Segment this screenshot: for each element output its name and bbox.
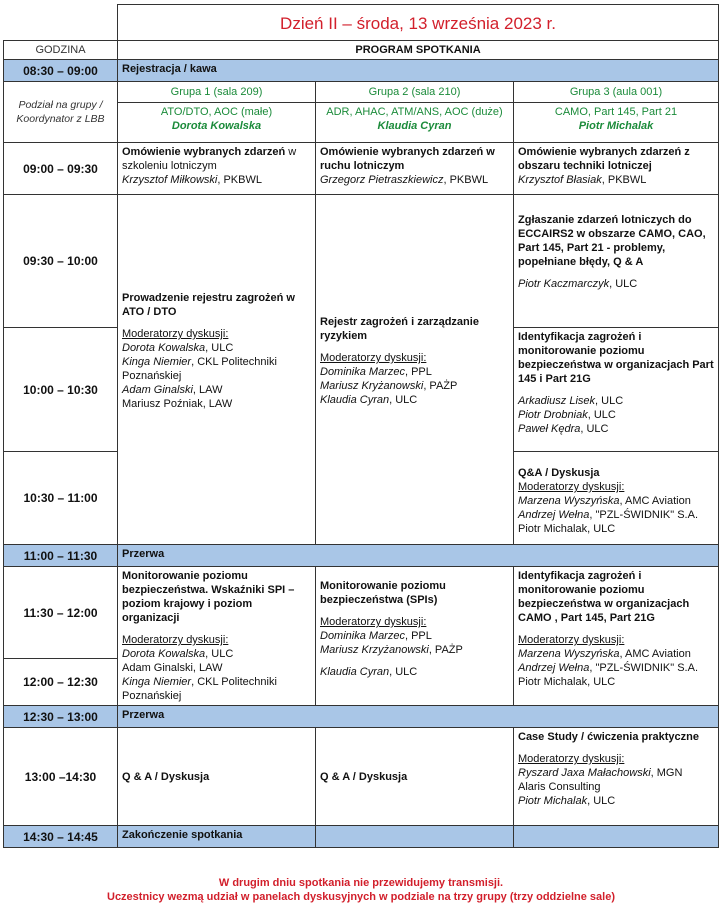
- speaker-org: , PKBWL: [443, 174, 489, 186]
- session-title: Omówienie wybranych zdarzeń: [122, 146, 286, 158]
- time-slot: 14:30 – 14:45: [4, 826, 118, 848]
- group-2-coordinator: Klaudia Cyran: [377, 120, 452, 132]
- moderator-org: , CKL Politechniki Poznańskiej: [122, 356, 277, 382]
- session-cell: [514, 728, 719, 826]
- group-1-info: [118, 103, 316, 143]
- moderator-name: Mariusz Krzyżanowski: [320, 644, 429, 656]
- group-1-coordinator: Dorota Kowalska: [171, 120, 262, 132]
- group-3-name: Grupa 3 (aula 001): [514, 82, 719, 103]
- moderators-label: Moderatorzy dyskusji:: [320, 616, 427, 628]
- session-title: Identyfikacja zagrożeń i monitorowanie poziomu bezpieczeństwa w organizacjach Part 145 i Part 21G: [518, 331, 714, 385]
- session-cell: [118, 143, 316, 195]
- time-slot: 08:30 – 09:00: [4, 60, 118, 82]
- moderator-org: , ULC: [205, 342, 234, 354]
- session-cell: [316, 567, 514, 706]
- moderator-org: , AMC Aviation: [619, 495, 691, 507]
- header-program: PROGRAM SPOTKANIA: [118, 41, 719, 60]
- group-2-scope: ADR, AHAC, ATM/ANS, AOC (duże): [326, 106, 503, 118]
- moderator-name: Dorota Kowalska: [122, 648, 206, 660]
- moderator-org: , AMC Aviation: [619, 648, 691, 660]
- moderator-org: , ULC: [389, 394, 418, 406]
- group-2-name: Grupa 2 (sala 210): [316, 82, 514, 103]
- footer-note: [0, 876, 722, 904]
- moderators-label: Moderatorzy dyskusji:: [320, 352, 427, 364]
- moderator-name: Kinga Niemier: [122, 676, 192, 688]
- moderator-name: Piotr Michalak: [518, 795, 588, 807]
- moderator-name: Adam Ginalski: [122, 384, 193, 396]
- moderator-org: , PAŻP: [423, 380, 458, 392]
- moderator-org: , PAŻP: [428, 644, 463, 656]
- speaker-name: Grzegorz Pietraszkiewicz: [320, 174, 444, 186]
- moderator-name: Klaudia Cyran: [320, 394, 390, 406]
- moderator-name: Dorota Kowalska: [122, 342, 206, 354]
- session-cell: Q & A / Dyskusja: [118, 728, 316, 826]
- moderator-org: , ULC: [389, 666, 418, 678]
- session-cell: [118, 567, 316, 706]
- session-cell: [514, 452, 719, 545]
- moderator-org: , PPL: [404, 630, 432, 642]
- moderator-name: Marzena Wyszyńska: [518, 648, 620, 660]
- break-label: Przerwa: [118, 545, 316, 567]
- moderators-label: Moderatorzy dyskusji:: [518, 481, 625, 493]
- time-slot: 09:00 – 09:30: [4, 143, 118, 195]
- moderator-org: , ULC: [205, 648, 234, 660]
- speaker-name: Krzysztof Miłkowski: [122, 174, 218, 186]
- session-title-tail: w szkoleniu lotniczym: [122, 146, 297, 172]
- time-slot: 12:00 – 12:30: [4, 659, 118, 706]
- session-title: Omówienie wybranych zdarzeń w ruchu lotniczym: [320, 146, 495, 172]
- session-title: Omówienie wybranych zdarzeń z obszaru techniki lotniczej: [518, 146, 690, 172]
- speaker-name: Krzysztof Błasiak: [518, 174, 602, 186]
- session-cell: Q & A / Dyskusja: [316, 728, 514, 826]
- session-cell: [514, 195, 719, 328]
- moderator-name: Dominika Marzec: [320, 366, 405, 378]
- moderator: Piotr Michalak, ULC: [518, 523, 616, 535]
- moderator-name: Andrzej Wełna: [518, 662, 590, 674]
- session-cell: [514, 567, 719, 706]
- session-title: Case Study / ćwiczenia praktyczne: [518, 731, 699, 743]
- break-filler: [514, 545, 719, 567]
- moderator-name: Marzena Wyszyńska: [518, 495, 620, 507]
- time-slot: 10:30 – 11:00: [4, 452, 118, 545]
- header-godzina: GODZINA: [4, 41, 118, 60]
- moderator-org: , CKL Politechniki Poznańskiej: [122, 676, 277, 702]
- moderator-name: Kinga Niemier: [122, 356, 192, 368]
- footer-line-2: Uczestnicy wezmą udział w panelach dyskusyjnych w podziale na trzy grupy (trzy oddzielne sale): [107, 891, 615, 903]
- time-slot: 10:00 – 10:30: [4, 328, 118, 452]
- moderator-org: , LAW: [192, 384, 223, 396]
- time-slot: 09:30 – 10:00: [4, 195, 118, 328]
- moderator: Alaris Consulting: [518, 781, 601, 793]
- moderator: Adam Ginalski, LAW: [122, 662, 223, 674]
- moderator-org: , "PZL-ŚWIDNIK" S.A.: [589, 509, 699, 521]
- break-label: Przerwa: [118, 706, 316, 728]
- moderators-label: Moderatorzy dyskusji:: [122, 634, 229, 646]
- group-3-scope: CAMO, Part 145, Part 21: [554, 106, 678, 118]
- moderator: Mariusz Poźniak, LAW: [122, 398, 233, 410]
- group-1-scope: ATO/DTO, AOC (małe): [160, 106, 273, 118]
- moderator-name: Klaudia Cyran: [320, 666, 390, 678]
- time-slot: 12:30 – 13:00: [4, 706, 118, 728]
- time-slot: 11:00 – 11:30: [4, 545, 118, 567]
- blank-corner: [4, 5, 118, 41]
- session-cell: [514, 143, 719, 195]
- break-filler: [316, 545, 514, 567]
- session-title: Prowadzenie rejestru zagrożeń w ATO / DTO: [122, 292, 295, 318]
- registration-label: Rejestracja / kawa: [118, 60, 719, 82]
- session-cell: [316, 143, 514, 195]
- speaker-name: Paweł Kędra: [518, 423, 581, 435]
- group-2-info: [316, 103, 514, 143]
- speaker-org: , ULC: [580, 423, 609, 435]
- moderators-label: Moderatorzy dyskusji:: [518, 753, 625, 765]
- speaker-name: Arkadiusz Lisek: [518, 395, 596, 407]
- speaker-name: Piotr Drobniak: [518, 409, 588, 421]
- program-table: [3, 4, 719, 848]
- time-slot: 11:30 – 12:00: [4, 567, 118, 659]
- page-title: Dzień II – środa, 13 września 2023 r.: [118, 5, 719, 41]
- speaker-org: , PKBWL: [217, 174, 262, 186]
- break-filler: [316, 706, 514, 728]
- session-title: Zgłaszanie zdarzeń lotniczych do ECCAIRS2 w obszarze CAMO, CAO, Part 145, Part 21 - problemy, popełniane błędy, Q & A: [518, 214, 706, 268]
- moderator: Piotr Michalak, ULC: [518, 676, 616, 688]
- break-filler: [514, 706, 719, 728]
- closing-label: Zakończenie spotkania: [118, 826, 316, 848]
- moderator-name: Mariusz Kryżanowski: [320, 380, 424, 392]
- speaker-org: , ULC: [587, 409, 616, 421]
- session-title: Monitorowanie poziomu bezpieczeństwa. Wskaźniki SPI – poziom krajowy i poziom organizacji: [122, 570, 295, 624]
- session-cell: [514, 328, 719, 452]
- session-title: Rejestr zagrożeń i zarządzanie ryzykiem: [320, 316, 479, 342]
- group-3-coordinator: Piotr Michalak: [578, 120, 654, 132]
- moderator-org: , PPL: [404, 366, 432, 378]
- session-title: Monitorowanie poziomu bezpieczeństwa (SPIs): [320, 580, 446, 606]
- moderators-label: Moderatorzy dyskusji:: [122, 328, 229, 340]
- session-cell: [118, 195, 316, 545]
- group-1-name: Grupa 1 (sala 209): [118, 82, 316, 103]
- speaker-org: , PKBWL: [601, 174, 647, 186]
- moderator-name: Dominika Marzec: [320, 630, 405, 642]
- group-split-label: Podział na grupy / Koordynator z LBB: [4, 82, 118, 143]
- moderator-org: , ULC: [587, 795, 616, 807]
- moderator-name: Ryszard Jaxa Małachowski: [518, 767, 651, 779]
- moderators-label: Moderatorzy dyskusji:: [518, 634, 625, 646]
- session-title: Q&A / Dyskusja: [518, 467, 600, 479]
- moderator-org: , MGN: [650, 767, 683, 779]
- session-title: Identyfikacja zagrożeń i monitorowanie poziomu bezpieczeństwa w organizacjach CAMO , Part 145, Part 21G: [518, 570, 690, 624]
- speaker-name: Piotr Kaczmarczyk: [518, 278, 610, 290]
- moderator-name: Andrzej Wełna: [518, 509, 590, 521]
- speaker-org: , ULC: [609, 278, 638, 290]
- time-slot: 13:00 –14:30: [4, 728, 118, 826]
- closing-filler: [514, 826, 719, 848]
- closing-filler: [316, 826, 514, 848]
- session-cell: [316, 195, 514, 545]
- moderator-org: , "PZL-ŚWIDNIK" S.A.: [589, 662, 699, 674]
- footer-line-1: W drugim dniu spotkania nie przewidujemy transmisji.: [218, 877, 504, 889]
- speaker-org: , ULC: [595, 395, 624, 407]
- group-3-info: [514, 103, 719, 143]
